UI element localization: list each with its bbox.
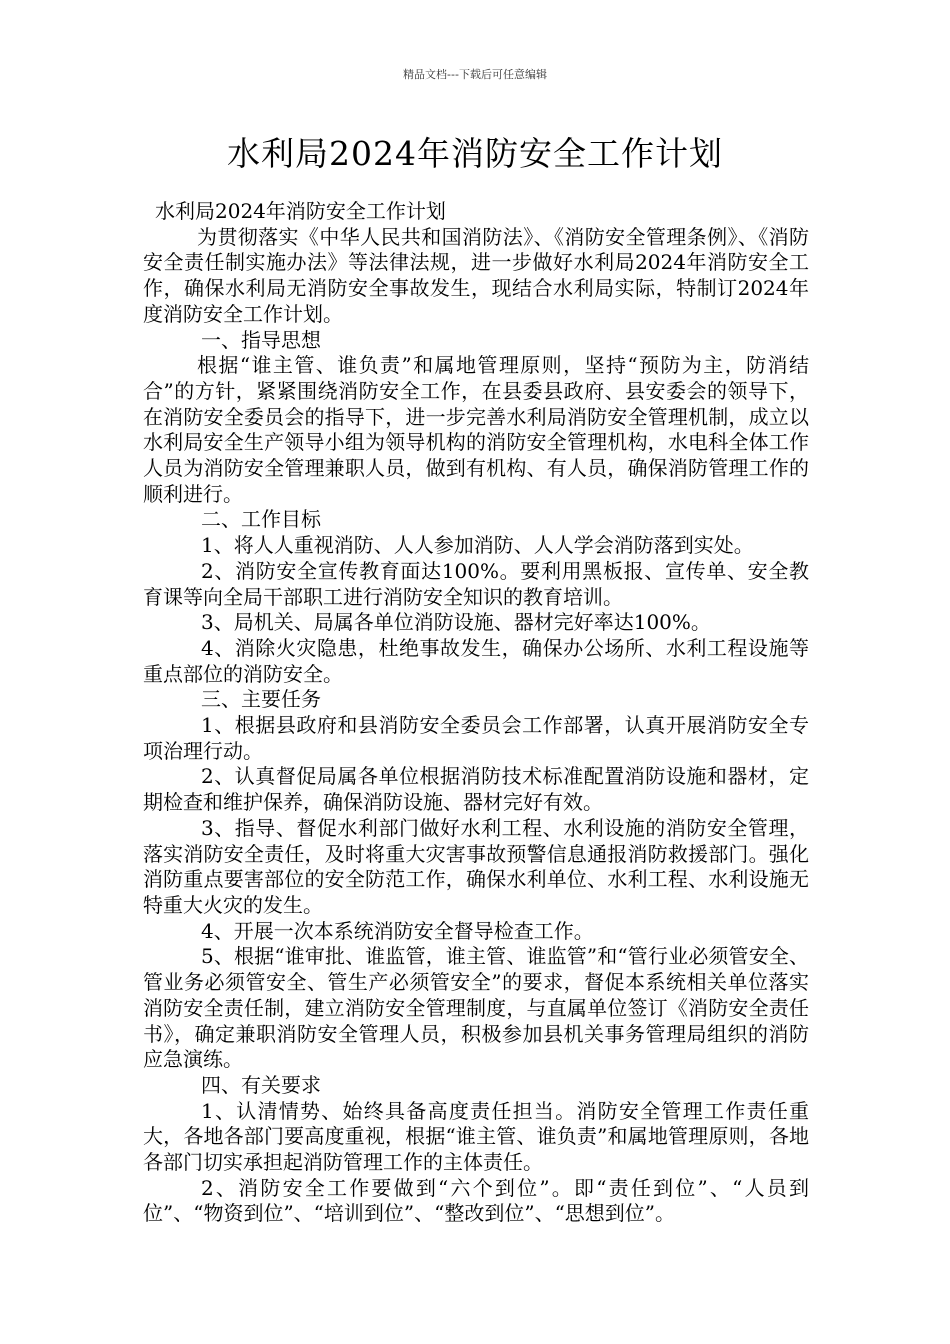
- header-note: 精品文档---下载后可任意编辑: [403, 68, 547, 81]
- section-heading: 四、有关要求: [201, 1072, 321, 1097]
- document-body: [143, 199, 809, 1227]
- list-item: 1、根据县政府和县消防安全委员会工作部署，认真开展消防安全专项治理行动。: [143, 713, 809, 763]
- body-paragraph: 根据“谁主管、谁负责”和属地管理原则，坚持“预防为主，防消结合”的方针，紧紧围绕消防安全工作，在县委县政府、县安委会的领导下，在消防安全委员会的指导下，进一步完善水利局消防安全管理机制，成立以水利局安全生产领导小组为领导机构的消防安全管理机构，水电科全体工作人员为消防安全管理兼职人员，做到有机构、有人员，确保消防管理工作的顺利进行。: [143, 353, 809, 506]
- list-item: 4、开展一次本系统消防安全督导检查工作。: [201, 918, 594, 943]
- section-heading: 一、指导思想: [201, 327, 321, 352]
- section-heading: 二、工作目标: [201, 507, 321, 532]
- subtitle-line: 水利局2024年消防安全工作计划: [155, 199, 446, 223]
- list-item: 2、消防安全宣传教育面达100%。要利用黑板报、宣传单、安全教育课等向全局干部职工进行消防安全知识的教育培训。: [143, 558, 809, 609]
- list-item: 3、局机关、局属各单位消防设施、器材完好率达100%。: [201, 610, 711, 635]
- section-heading: 三、主要任务: [201, 687, 321, 712]
- intro-paragraph: 为贯彻落实《中华人民共和国消防法》、《消防安全管理条例》、《消防安全责任制实施办法》等法律法规，进一步做好水利局2024年消防安全工作，确保水利局无消防安全事故发生，现结合水利局实际，特制订2024年度消防安全工作计划。: [143, 224, 809, 326]
- list-item: 5、根据“谁审批、谁监管，谁主管、谁监管”和“管行业必须管安全、管业务必须管安全、管生产必须管安全”的要求，督促本系统相关单位落实消防安全责任制，建立消防安全管理制度，与直属单位签订《消防安全责任书》，确定兼职消防安全管理人员，积极参加县机关事务管理局组织的消防应急演练。: [143, 944, 809, 1072]
- list-item: 2、消防安全工作要做到“六个到位”。即“责任到位”、“人员到位”、“物资到位”、“培训到位”、“整改到位”、“思想到位”。: [143, 1175, 809, 1226]
- list-item: 1、认清情势、始终具备高度责任担当。消防安全管理工作责任重大，各地各部门要高度重视，根据“谁主管、谁负责”和属地管理原则，各地各部门切实承担起消防管理工作的主体责任。: [143, 1098, 809, 1175]
- list-item: 3、指导、督促水利部门做好水利工程、水利设施的消防安全管理，落实消防安全责任，及时将重大灾害事故预警信息通报消防救援部门。强化消防重点要害部位的安全防范工作，确保水利单位、水利工程、水利设施无特重大火灾的发生。: [143, 815, 809, 917]
- list-item: 4、消除火灾隐患，杜绝事故发生，确保办公场所、水利工程设施等重点部位的消防安全。: [143, 635, 809, 686]
- list-item: 1、将人人重视消防、人人参加消防、人人学会消防落到实处。: [201, 533, 754, 558]
- document-title: 水利局2024年消防安全工作计划: [227, 134, 723, 173]
- list-item: 2、认真督促局属各单位根据消防技术标准配置消防设施和器材，定期检查和维护保养，确保消防设施、器材完好有效。: [143, 764, 809, 815]
